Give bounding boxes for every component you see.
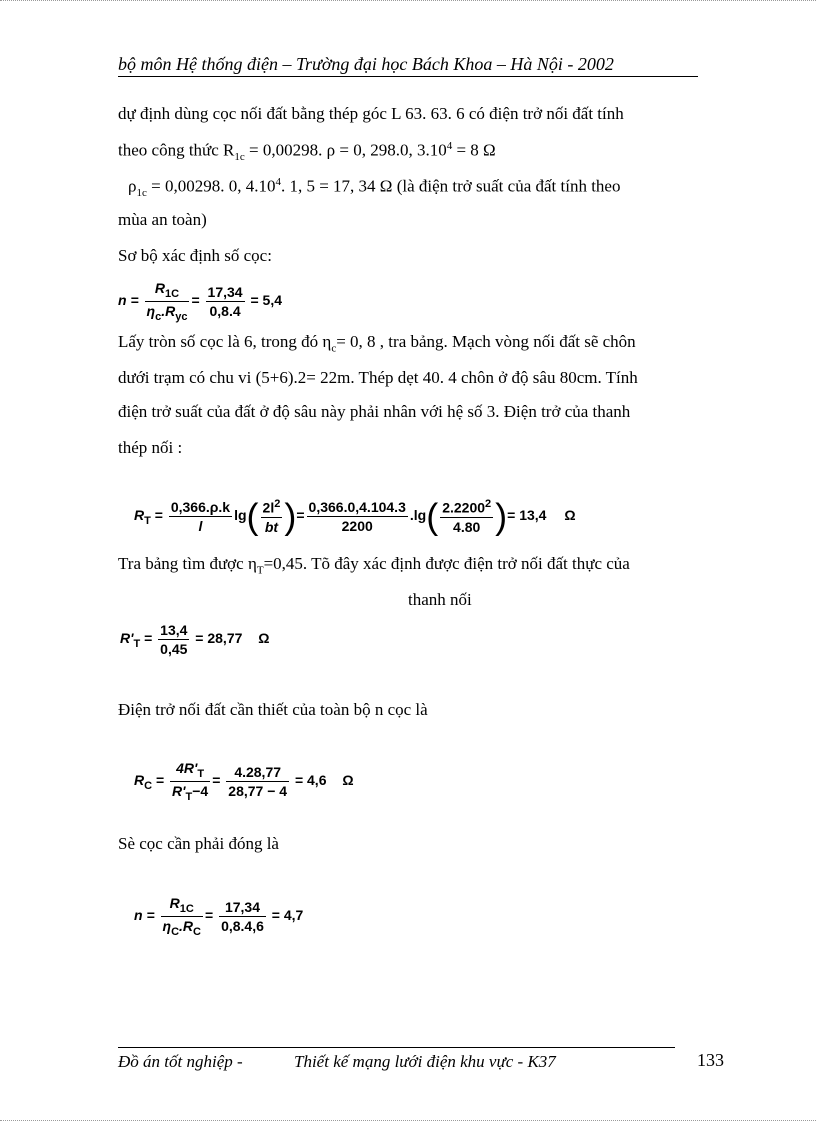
- paragraph-9: thép nối :: [118, 438, 183, 457]
- paragraph-12: Điện trở nối đất cần thiết của toàn bộ n cọc là: [118, 700, 428, 719]
- fraction: $\frac{2l^2}{bt}$: [262, 498, 281, 535]
- paragraph-6: Lấy tròn số cọc là 6, trong đó $\eta_c= 0$, 8 , tra bảng. Mạch vòng nối đất sẽ chôn: [118, 332, 636, 355]
- bottom-dotted-rule: [0, 1120, 816, 1121]
- paragraph-8: điện trở suất của đất ở độ sâu này phải nhân với hệ số 3. Điện trở của thanh: [118, 402, 631, 421]
- fraction: $\frac{R_{1C}}{\eta_c.R_{yc}}$: [146, 280, 188, 323]
- header-rule: [118, 76, 698, 77]
- fraction: $\frac{0,366.\rho.k}{l}$: [170, 498, 231, 534]
- formula-pile-count-estimate: n = $\frac{R_{1C}}{\eta_c.R_{yc}}$ = $\frac{17,34}{0,8.4}$ = 5,4: [118, 280, 282, 323]
- paragraph-2: theo công thức $R_{1c} = 0,00298$. ρ = 0, 298.0, $3.10^4 = 8$ Ω: [118, 140, 496, 164]
- formula-pile-count-final: n = $\frac{R_{1C}}{\eta_C.R_C}$ = $\frac{17,34}{0,8.4,6}$ = 4,7: [134, 895, 304, 938]
- paragraph-5: Sơ bộ xác định số cọc:: [118, 246, 272, 265]
- paragraph-13: Sè cọc cần phải đóng là: [118, 834, 279, 853]
- paragraph-11: thanh nối: [408, 590, 472, 609]
- page-header: bộ môn Hệ thống điện – Trường đại học Bách Khoa – Hà Nội - 2002: [118, 54, 614, 74]
- fraction: $\frac{R_{1C}}{\eta_C.R_C}$: [162, 895, 201, 938]
- fraction: $\frac{0,366.0,4.104.3}{2200}$: [308, 498, 406, 534]
- footer-left: Đồ án tốt nghiệp -: [118, 1052, 243, 1071]
- footer-title: Thiết kế mạng lưới điện khu vực - K37: [294, 1052, 556, 1071]
- fraction: $\frac{17,34}{0,8.4}$: [207, 283, 243, 319]
- fraction: $\frac{17,34}{0,8.4,6}$: [221, 898, 264, 934]
- formula-strip-actual-resistance: $R'_T$ = $\frac{13,4}{0,45}$ = 28,77 Ω: [120, 622, 270, 657]
- paragraph-4: mùa an toàn): [118, 210, 207, 229]
- fraction: $\frac{4R'_T}{R'_T-4}$: [172, 760, 209, 803]
- paragraph-3: $\rho_{1c} = 0,00298$. 0, 4.10$^4$. 1, 5 = 17, 34 Ω (là điện trở suất của đất tính theo: [128, 176, 621, 200]
- footer-rule: [118, 1047, 675, 1048]
- fraction: $\frac{13,4}{0,45}$: [160, 622, 188, 657]
- paragraph-10: Tra bảng tìm được $\eta_T=0,45$. Tõ đây xác định được điện trở nối đất thực của: [118, 554, 630, 577]
- paragraph-1: dự định dùng cọc nối đất bằng thép góc L 63. 63. 6 có điện trở nối đất tính: [118, 104, 624, 123]
- page-number: 133: [697, 1050, 724, 1070]
- formula-required-pile-resistance: $R_C$ = $\frac{4R'_T}{R'_T-4}$ = $\frac{4.28,77}{28,77 - 4}$ = 4,6 Ω: [134, 760, 354, 803]
- fraction: $\frac{2.2200^2}{4.80}$: [442, 498, 492, 535]
- formula-strip-resistance: $R_T$ = $\frac{0,366.\rho.k}{l}$ lg( $\frac{2l^2}{bt}$ )= $\frac{0,366.0,4.104.3}{2200}$ .lg( $\frac{2.2200^2}{4.80}$ )= 13,4 Ω: [134, 495, 576, 537]
- paragraph-7: dưới trạm có chu vi (5+6).2= 22m. Thép dẹt 40. 4 chôn ở độ sâu 80cm. Tính: [118, 368, 638, 387]
- top-dotted-rule: [0, 0, 816, 1]
- fraction: $\frac{4.28,77}{28,77 - 4}$: [228, 763, 288, 799]
